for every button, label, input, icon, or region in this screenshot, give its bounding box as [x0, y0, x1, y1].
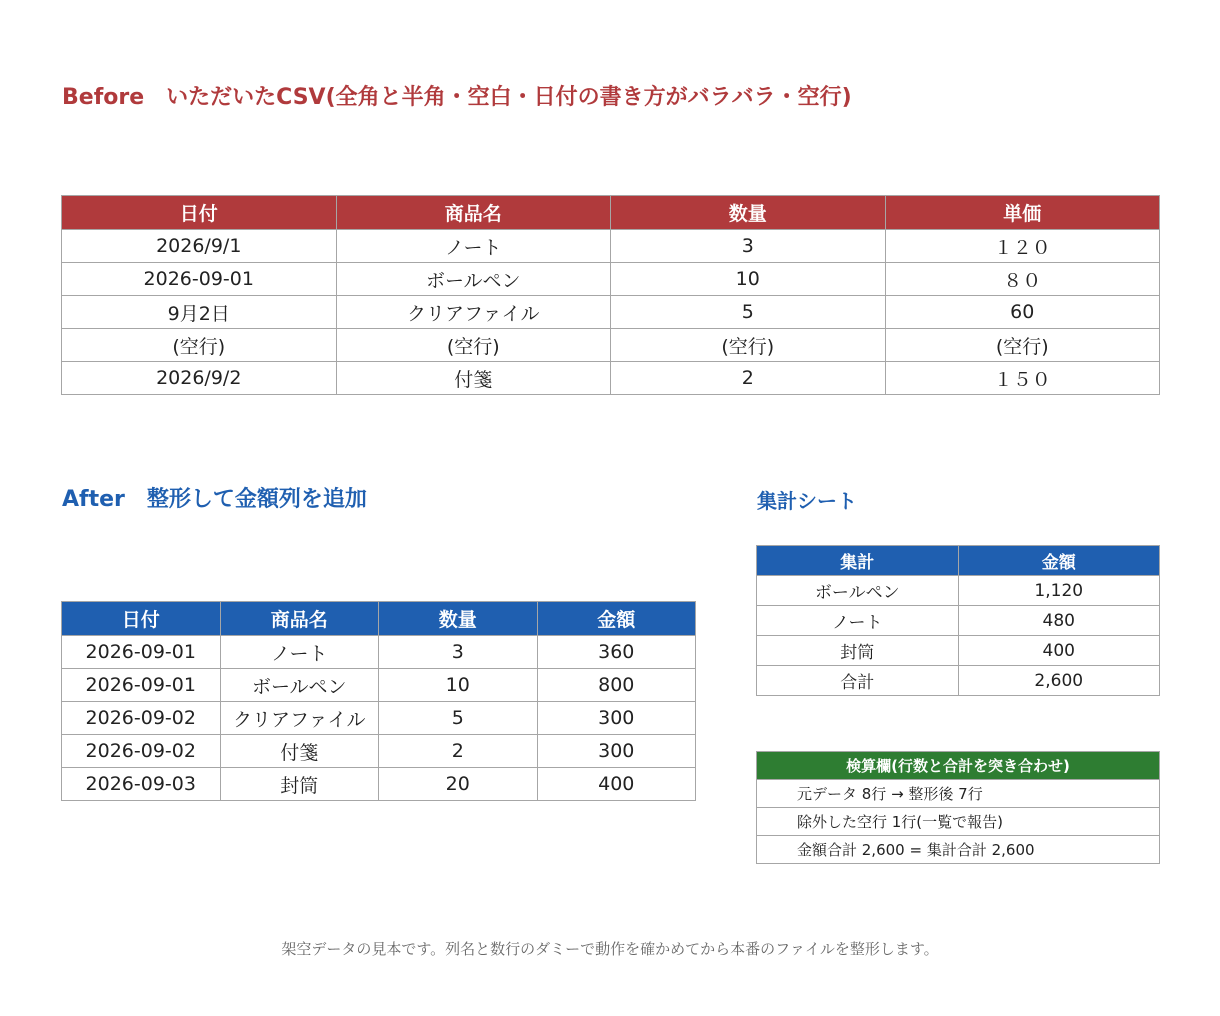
cell-unit-price: ８０: [885, 263, 1160, 296]
cell-product: ノート: [220, 636, 379, 669]
cell-quantity: 5: [379, 702, 538, 735]
cell-product: 封筒: [220, 768, 379, 801]
cell-unit-price: 60: [885, 296, 1160, 329]
after-header-amount: 金額: [537, 602, 696, 636]
cell-unit-price: １５０: [885, 362, 1160, 395]
cell-date: 2026-09-03: [62, 768, 221, 801]
before-header-row: [62, 196, 1160, 230]
cell-amount: 300: [537, 735, 696, 768]
cell-amount: 360: [537, 636, 696, 669]
summary-header-item: 集計: [757, 546, 959, 576]
cell-amount: 800: [537, 669, 696, 702]
cell-date: (空行): [62, 329, 337, 362]
table-row: [757, 666, 1160, 696]
cell-quantity: 3: [379, 636, 538, 669]
cell-product: 付箋: [336, 362, 611, 395]
check-header: 検算欄(行数と合計を突き合わせ): [757, 752, 1160, 780]
table-row: [62, 735, 696, 768]
before-header-unit-price: 単価: [885, 196, 1160, 230]
table-row: [757, 576, 1160, 606]
table-row: [757, 636, 1160, 666]
table-row: [62, 669, 696, 702]
cell-product: ノート: [336, 230, 611, 263]
cell-date: 2026/9/1: [62, 230, 337, 263]
table-row: [62, 362, 1160, 395]
before-header-quantity: 数量: [611, 196, 886, 230]
table-row: [62, 636, 696, 669]
cell-product: クリアファイル: [220, 702, 379, 735]
table-row: [62, 702, 696, 735]
cell-amount: 400: [537, 768, 696, 801]
table-row: [757, 780, 1160, 808]
cell-quantity: 2: [611, 362, 886, 395]
table-row: [62, 230, 1160, 263]
cell-amount: 300: [537, 702, 696, 735]
table-row: [62, 263, 1160, 296]
cell-date: 2026/9/2: [62, 362, 337, 395]
cell-quantity: (空行): [611, 329, 886, 362]
cell-amount: 1,120: [958, 576, 1160, 606]
table-row: [62, 768, 696, 801]
cell-product: 付箋: [220, 735, 379, 768]
table-row: [757, 606, 1160, 636]
check-line: 金額合計 2,600 = 集計合計 2,600: [757, 836, 1160, 864]
cell-date: 2026-09-01: [62, 636, 221, 669]
cell-date: 2026-09-02: [62, 735, 221, 768]
cell-item: ボールペン: [757, 576, 959, 606]
cell-date: 9月2日: [62, 296, 337, 329]
summary-header-amount: 金額: [958, 546, 1160, 576]
cell-quantity: 5: [611, 296, 886, 329]
table-row: [757, 836, 1160, 864]
after-header-quantity: 数量: [379, 602, 538, 636]
footer-note: 架空データの見本です。列名と数行のダミーで動作を確かめてから本番のファイルを整形します。: [281, 940, 939, 958]
cell-product: ボールペン: [220, 669, 379, 702]
cell-item: 封筒: [757, 636, 959, 666]
cell-unit-price: (空行): [885, 329, 1160, 362]
summary-header-row: [757, 546, 1160, 576]
cell-unit-price: １２０: [885, 230, 1160, 263]
cell-quantity: 10: [611, 263, 886, 296]
after-header-date: 日付: [62, 602, 221, 636]
after-header-row: [62, 602, 696, 636]
cell-amount: 480: [958, 606, 1160, 636]
before-header-product: 商品名: [336, 196, 611, 230]
cell-amount: 2,600: [958, 666, 1160, 696]
cell-product: ボールペン: [336, 263, 611, 296]
cell-date: 2026-09-01: [62, 263, 337, 296]
table-row: [757, 808, 1160, 836]
table-row: [62, 296, 1160, 329]
summary-title: 集計シート: [757, 489, 857, 513]
cell-product: (空行): [336, 329, 611, 362]
cell-quantity: 3: [611, 230, 886, 263]
before-title: Before いただいたCSV(全角と半角・空白・日付の書き方がバラバラ・空行): [62, 85, 852, 110]
cell-quantity: 10: [379, 669, 538, 702]
check-header-row: [757, 752, 1160, 780]
after-table: [61, 601, 696, 801]
cell-date: 2026-09-02: [62, 702, 221, 735]
table-row: [62, 329, 1160, 362]
check-line: 元データ 8行 → 整形後 7行: [757, 780, 1160, 808]
after-header-product: 商品名: [220, 602, 379, 636]
cell-quantity: 2: [379, 735, 538, 768]
cell-item: 合計: [757, 666, 959, 696]
check-line: 除外した空行 1行(一覧で報告): [757, 808, 1160, 836]
cell-quantity: 20: [379, 768, 538, 801]
check-table: [756, 751, 1160, 864]
summary-table: [756, 545, 1160, 696]
cell-item: ノート: [757, 606, 959, 636]
cell-date: 2026-09-01: [62, 669, 221, 702]
cell-product: クリアファイル: [336, 296, 611, 329]
before-table: [61, 195, 1160, 395]
cell-amount: 400: [958, 636, 1160, 666]
before-header-date: 日付: [62, 196, 337, 230]
after-title: After 整形して金額列を追加: [62, 487, 367, 512]
